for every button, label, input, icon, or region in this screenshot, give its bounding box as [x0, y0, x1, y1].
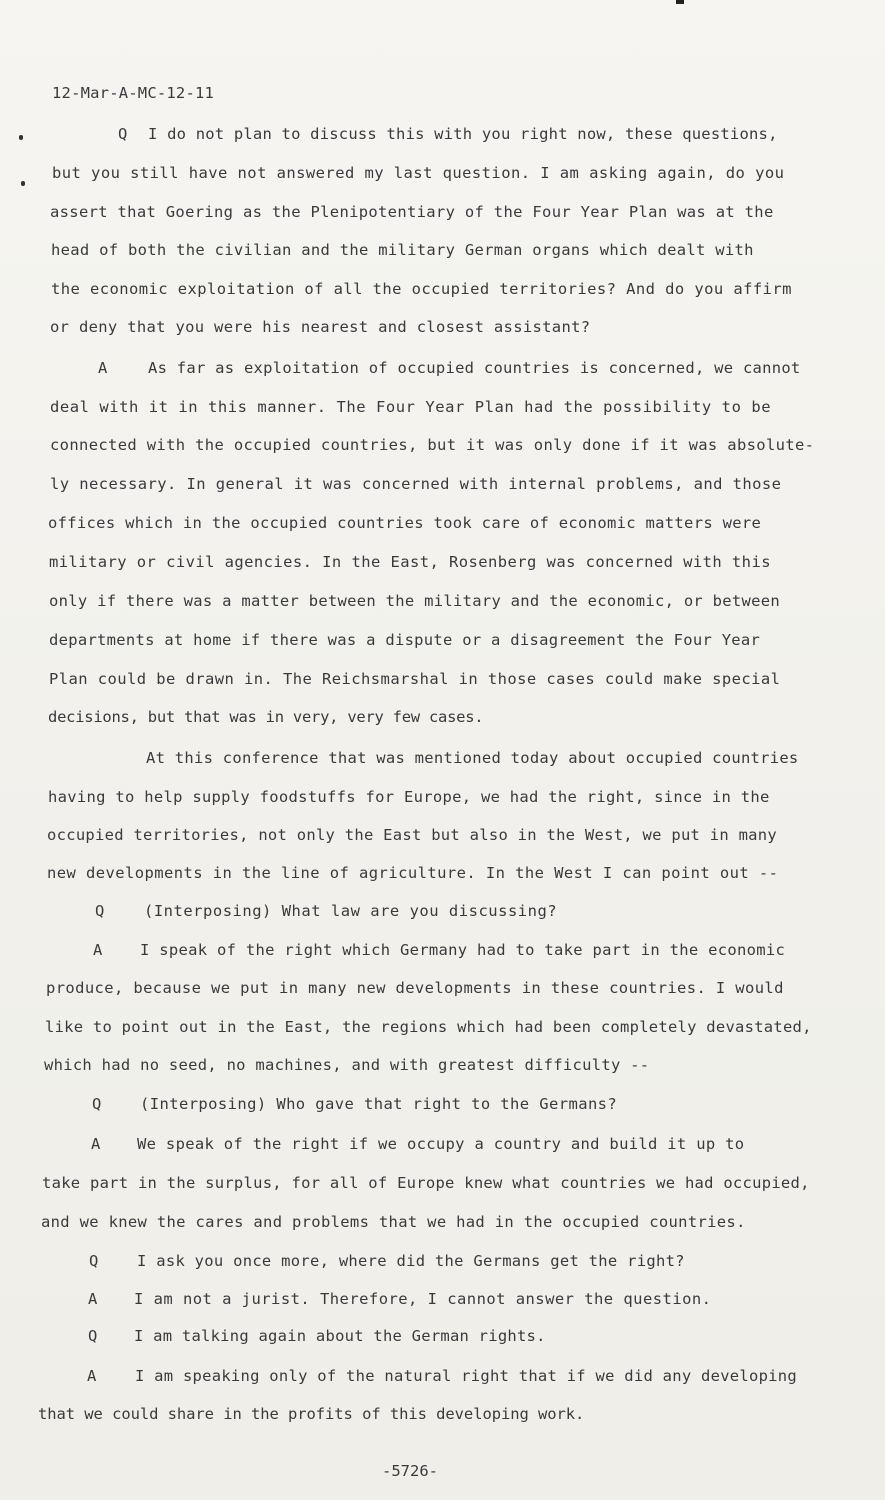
- document-reference: 12-Mar-A-MC-12-11: [52, 84, 215, 102]
- transcript-line: offices which in the occupied countries took care of economic matters were: [48, 514, 762, 532]
- transcript-line: military or civil agencies. In the East, Rosenberg was concerned with this: [49, 553, 771, 571]
- page-number: -5726-: [382, 1462, 438, 1480]
- speaker-label: Q: [89, 1252, 99, 1270]
- transcript-line: Plan could be drawn in. The Reichsmarshal in those cases could make special: [49, 670, 781, 688]
- transcript-line: and we knew the cares and problems that we had in the occupied countries.: [41, 1213, 746, 1231]
- transcript-line: I do not plan to discuss this with you right now, these questions,: [148, 125, 778, 143]
- transcript-line: having to help supply foodstuffs for Europe, we had the right, since in the: [48, 788, 770, 806]
- speaker-label: A: [91, 1135, 101, 1153]
- speaker-label: Q: [95, 902, 105, 920]
- transcript-line: As far as exploitation of occupied countries is concerned, we cannot: [148, 359, 801, 377]
- transcript-line: take part in the surplus, for all of Europe knew what countries we had occupied,: [42, 1174, 810, 1192]
- transcript-line: I ask you once more, where did the Germans get the right?: [137, 1252, 685, 1270]
- transcript-line: new developments in the line of agriculture. In the West I can point out --: [47, 864, 779, 882]
- transcript-line: I am speaking only of the natural right that if we did any developing: [135, 1367, 797, 1385]
- transcript-line: produce, because we put in many new developments in these countries. I would: [46, 979, 784, 997]
- top-edge-mark: [676, 0, 684, 4]
- speaker-label: Q: [118, 125, 128, 143]
- transcript-line: deal with it in this manner. The Four Year Plan had the possibility to be: [50, 398, 772, 416]
- speaker-label: A: [93, 941, 103, 959]
- transcript-line: only if there was a matter between the military and the economic, or between: [49, 592, 781, 610]
- scan-speck: [19, 135, 23, 140]
- transcript-line: I am talking again about the German rights.: [134, 1327, 546, 1345]
- transcript-line: ly necessary. In general it was concerned with internal problems, and those: [50, 475, 782, 493]
- transcript-line: (Interposing) What law are you discussing?: [144, 902, 558, 920]
- speaker-label: Q: [88, 1327, 98, 1345]
- transcript-line: (Interposing) Who gave that right to the Germans?: [140, 1095, 618, 1113]
- transcript-line: that we could share in the profits of this developing work.: [38, 1405, 585, 1423]
- transcript-line: decisions, but that was in very, very few cases.: [48, 708, 484, 726]
- transcript-line: We speak of the right if we occupy a country and build it up to: [137, 1135, 745, 1153]
- transcript-line: I am not a jurist. Therefore, I cannot answer the question.: [134, 1290, 712, 1308]
- transcript-line: the economic exploitation of all the occupied territories? And do you affirm: [51, 280, 792, 298]
- transcript-line: I speak of the right which Germany had to take part in the economic: [140, 941, 786, 959]
- transcript-line: head of both the civilian and the military German organs which dealt with: [51, 241, 754, 259]
- transcript-line: assert that Goering as the Plenipotentiary of the Four Year Plan was at the: [50, 203, 774, 221]
- transcript-line: but you still have not answered my last question. I am asking again, do you: [52, 164, 785, 182]
- transcript-line: or deny that you were his nearest and closest assistant?: [50, 318, 591, 336]
- transcript-line: departments at home if there was a dispute or a disagreement the Four Year: [49, 631, 761, 649]
- transcript-line: At this conference that was mentioned today about occupied countries: [146, 749, 799, 767]
- transcript-line: which had no seed, no machines, and with greatest difficulty --: [44, 1056, 650, 1074]
- transcript-line: like to point out in the East, the regions which had been completely devastated,: [45, 1018, 812, 1036]
- speaker-label: Q: [92, 1095, 102, 1113]
- transcript-line: connected with the occupied countries, but it was only done if it was absolute-: [50, 436, 815, 454]
- speaker-label: A: [98, 359, 108, 377]
- speaker-label: A: [88, 1290, 98, 1308]
- scan-speck: [21, 181, 25, 186]
- transcript-line: occupied territories, not only the East but also in the West, we put in many: [47, 826, 777, 844]
- speaker-label: A: [87, 1367, 97, 1385]
